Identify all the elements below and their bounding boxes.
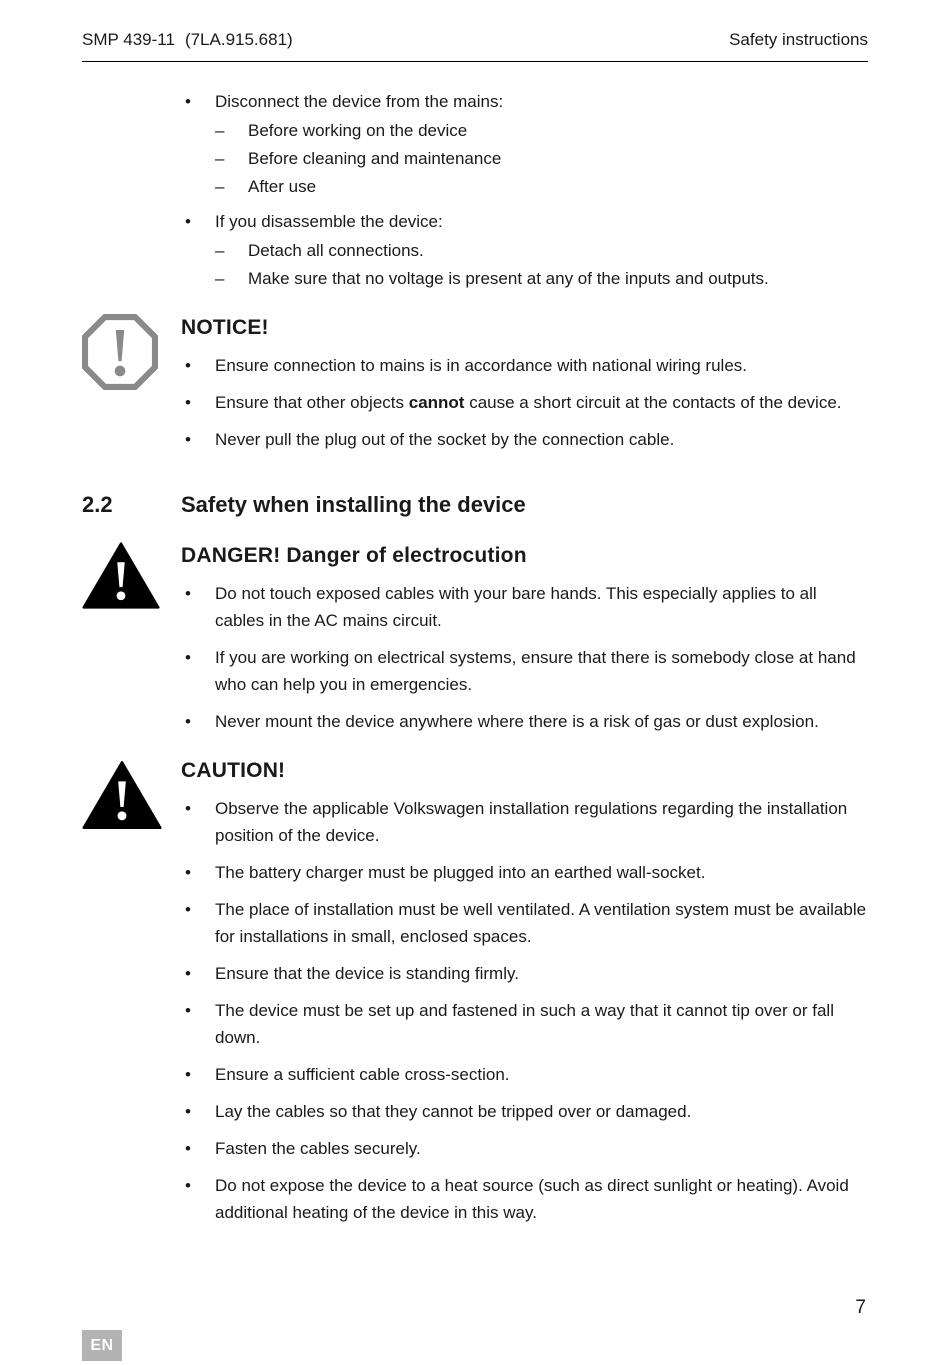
caution-list: [181, 795, 868, 1226]
dash-marker: –: [215, 177, 225, 196]
list-item-text: Lay the cables so that they cannot be tripped over or damaged.: [215, 1102, 692, 1121]
list-item-text: Ensure connection to mains is in accordance with national wiring rules.: [215, 356, 747, 375]
language-badge: EN: [82, 1330, 122, 1361]
notice-octagon-exclamation-icon: [82, 314, 158, 398]
text-segment: Ensure that other objects: [215, 393, 409, 412]
list-item-text: Do not touch exposed cables with your bare hands. This especially applies to all cables in the AC mains circuit.: [215, 584, 817, 630]
page-header: [82, 30, 868, 62]
list-item: [181, 580, 868, 634]
list-item: [181, 795, 868, 849]
text-segment-bold: cannot: [408, 393, 465, 412]
header-left: [82, 30, 293, 50]
sub-list: [215, 237, 868, 292]
list-item-text: Ensure a sufficient cable cross-section.: [215, 1065, 510, 1084]
list-item: [181, 1135, 868, 1162]
list-item: [181, 708, 868, 735]
sub-list-item: [215, 145, 868, 172]
bullet-marker: •: [185, 356, 191, 375]
list-item: [181, 644, 868, 698]
list-item: [181, 1061, 868, 1088]
notice-title: NOTICE!: [181, 316, 269, 339]
bullet-marker: •: [185, 1001, 191, 1020]
list-item-text: Never mount the device anywhere where there is a risk of gas or dust explosion.: [215, 712, 819, 731]
sub-list-item: [215, 265, 868, 292]
dash-marker: –: [215, 241, 225, 260]
list-item: [181, 389, 868, 416]
section-number: 2.2: [82, 492, 113, 517]
dash-marker: –: [215, 149, 225, 168]
list-item-text: The device must be set up and fastened in such a way that it cannot tip over or fall down.: [215, 1001, 834, 1047]
list-item: [181, 896, 868, 950]
sub-list-item: [215, 117, 868, 144]
sub-list-item-text: Make sure that no voltage is present at any of the inputs and outputs.: [248, 269, 769, 288]
bullet-marker: •: [185, 1065, 191, 1084]
intro-list: [181, 88, 868, 292]
caution-title: CAUTION!: [181, 759, 286, 782]
notice-section: [181, 314, 868, 453]
list-item-text: Fasten the cables securely.: [215, 1139, 421, 1158]
list-item-text: Ensure that the device is standing firmly.: [215, 964, 519, 983]
bullet-marker: •: [185, 863, 191, 882]
sub-list-item-text: Before working on the device: [248, 121, 468, 140]
caution-section: [181, 757, 868, 1226]
bullet-marker: •: [185, 712, 191, 731]
list-item: [181, 352, 868, 379]
section-2-2-heading: [82, 491, 868, 520]
section-title: Safety when installing the device: [181, 492, 526, 517]
dash-marker: –: [215, 269, 225, 288]
list-item: [181, 960, 868, 987]
list-item-text: The battery charger must be plugged into an earthed wall-socket.: [215, 863, 706, 882]
list-item-text: Never pull the plug out of the socket by the connection cable.: [215, 430, 675, 449]
sub-list-item: [215, 237, 868, 264]
sub-list-item-text: Before cleaning and maintenance: [248, 149, 502, 168]
list-item-text: Disconnect the device from the mains:: [215, 92, 504, 111]
sub-list-item: [215, 173, 868, 200]
sub-list: [215, 117, 868, 200]
bullet-marker: •: [185, 799, 191, 818]
list-item: [181, 1172, 868, 1226]
bullet-marker: •: [185, 212, 191, 231]
bullet-marker: •: [185, 964, 191, 983]
list-item: [181, 859, 868, 886]
danger-warning-triangle-icon: [82, 542, 160, 617]
page-content: [82, 88, 868, 1226]
list-item: [181, 426, 868, 453]
list-item-text: The place of installation must be well ventilated. A ventilation system must be available for installations in small, enclosed spaces.: [215, 900, 867, 946]
danger-list: [181, 580, 868, 735]
danger-section: [181, 542, 868, 735]
list-item-body: [215, 88, 868, 200]
list-item-text: If you disassemble the device:: [215, 212, 443, 231]
bullet-marker: •: [185, 430, 191, 449]
bullet-marker: •: [185, 900, 191, 919]
sub-list-item-text: After use: [248, 177, 317, 196]
list-item: [181, 997, 868, 1051]
header-section-title: Safety instructions: [729, 30, 868, 49]
list-item-text: Do not expose the device to a heat source (such as direct sunlight or heating). Avoid additional heating of the device in this way.: [215, 1176, 849, 1222]
bullet-marker: •: [185, 584, 191, 603]
bullet-marker: •: [185, 1176, 191, 1195]
caution-warning-triangle-icon: [82, 759, 162, 839]
list-item: [181, 88, 868, 200]
page-number: 7: [855, 1297, 866, 1318]
list-item: [181, 1098, 868, 1125]
sub-list-item-text: Detach all connections.: [248, 241, 424, 260]
list-item-text: [215, 389, 868, 416]
list-item-text: If you are working on electrical systems, ensure that there is somebody close at hand who can help you in emergencies.: [215, 648, 856, 694]
bullet-marker: •: [185, 648, 191, 667]
bullet-marker: •: [185, 1102, 191, 1121]
bullet-marker: •: [185, 393, 191, 412]
notice-list: [181, 352, 868, 453]
bullet-marker: •: [185, 1139, 191, 1158]
header-doc-number: (7LA.915.681): [184, 30, 293, 49]
list-item-body: [215, 208, 868, 292]
text-segment: cause a short circuit at the contacts of the device.: [464, 393, 842, 412]
dash-marker: –: [215, 121, 225, 140]
header-doc-code: SMP 439-11: [82, 30, 175, 49]
bullet-marker: •: [185, 92, 191, 111]
danger-title: DANGER! Danger of electrocution: [181, 544, 527, 567]
list-item-text: Observe the applicable Volkswagen installation regulations regarding the installation position of the device.: [215, 799, 848, 845]
list-item: [181, 208, 868, 292]
